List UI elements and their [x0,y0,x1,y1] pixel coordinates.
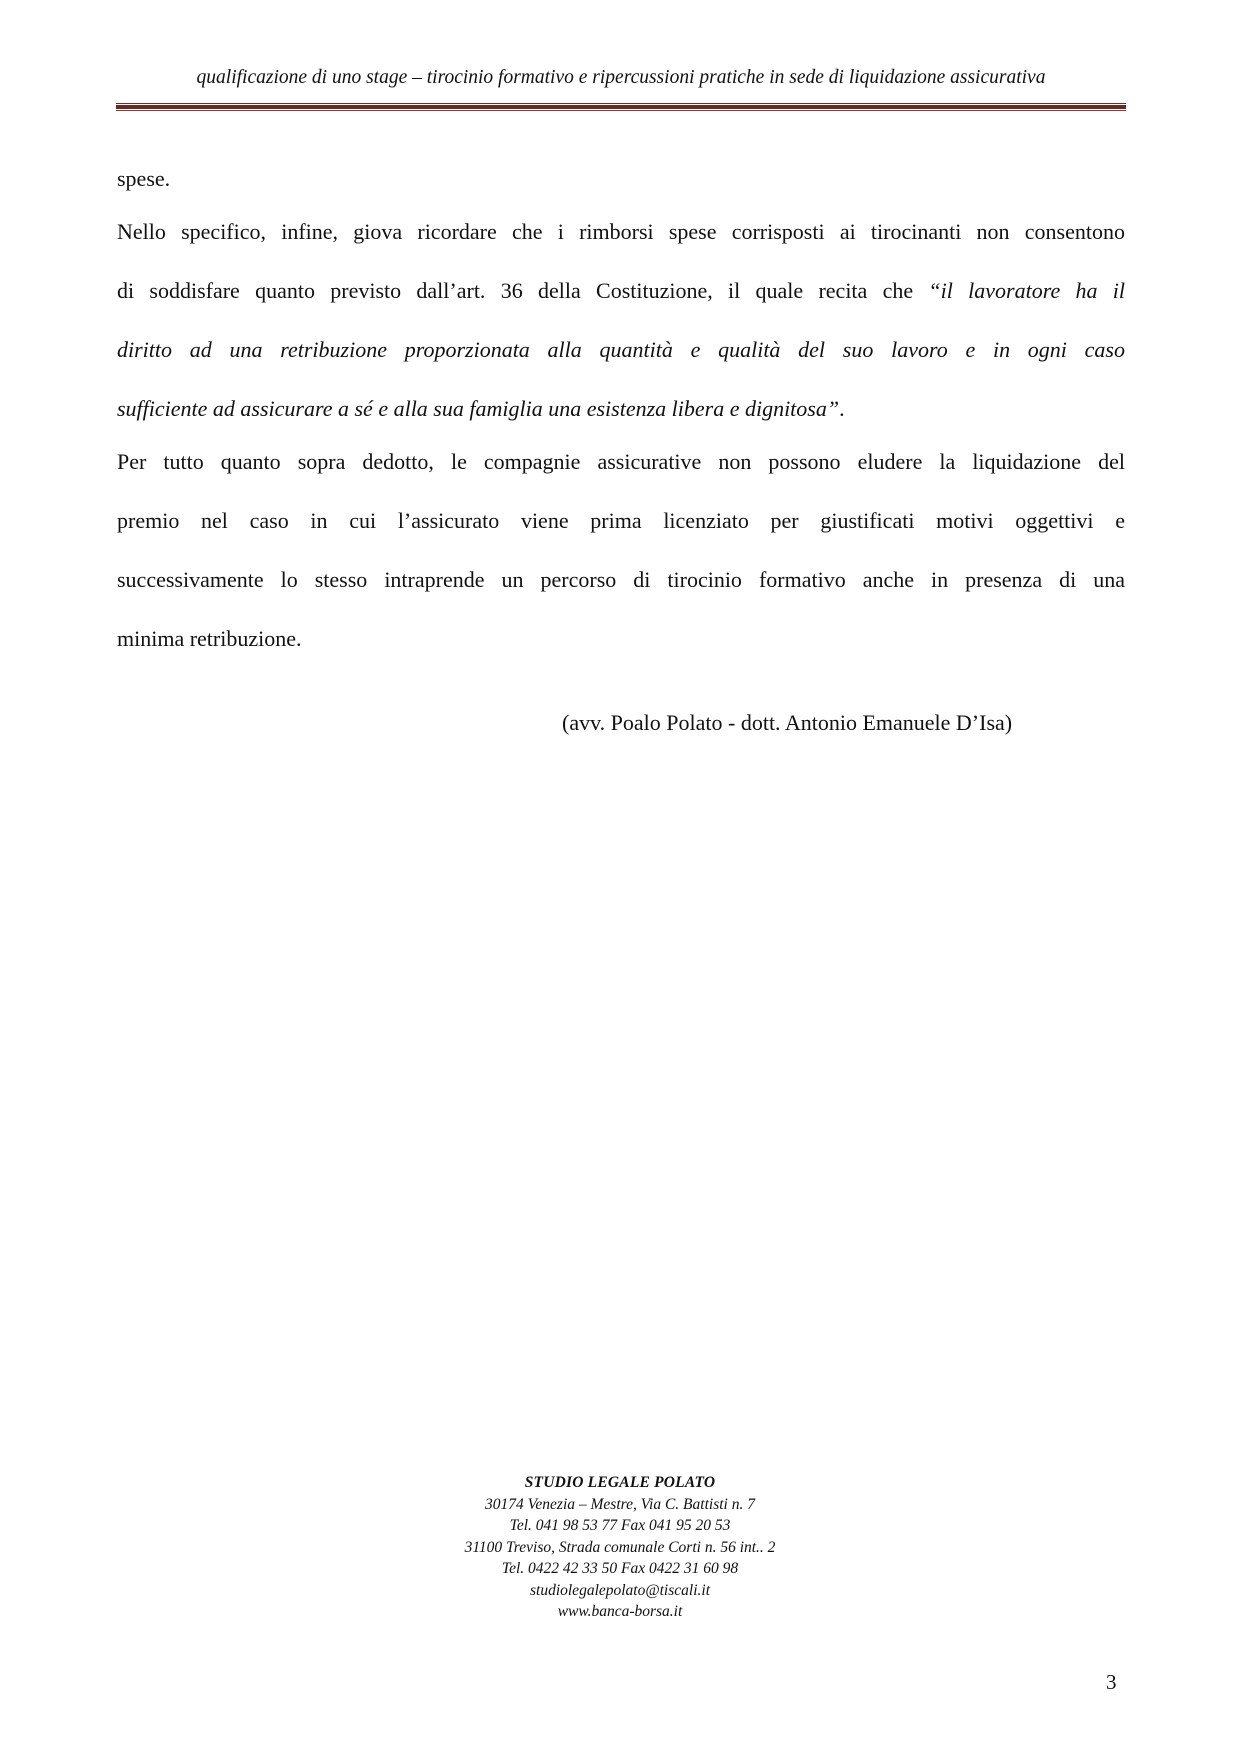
body-text [117,164,1125,683]
page-number: 3 [1106,1670,1117,1694]
footer-firm-name: STUDIO LEGALE POLATO [524,1474,716,1491]
body-line-4: diritto ad una retribuzione proporzionata alla quantità e qualità del suo lavoro e in ogni caso [117,337,1125,362]
constitution-quote-start: “il lavoratore ha il [928,278,1126,303]
footer-phone-venezia: Tel. 041 98 53 77 Fax 041 95 20 53 [509,1517,731,1534]
footer-address-venezia: 30174 Venezia – Mestre, Via C. Battisti n. 7 [485,1495,755,1513]
body-line-3 [117,276,1125,335]
constitution-quote-end: sufficiente ad assicurare a sé e alla sua famiglia una esistenza libera e dignitosa” [117,396,840,421]
body-line-7: premio nel caso in cui l’assicurato viene prima licenziato per giustificati motivi oggettivi e [117,508,1125,533]
body-line-2: Nello specifico, infine, giova ricordare che i rimborsi spese corrisposti ai tirocinanti non consentono [117,219,1125,244]
body-line-1: spese. [117,166,171,191]
footer-email: studiolegalepolato@tiscali.it [529,1581,710,1599]
body-line-5-period: . [839,396,845,421]
author-signature: (avv. Poalo Polato - dott. Antonio Emanuele D’Isa) [562,710,1013,735]
body-line-5 [117,394,1125,447]
footer-website: www.banca-borsa.it [557,1603,683,1620]
body-line-6: Per tutto quanto sopra dedotto, le compagnie assicurative non possono eludere la liquidazione del [117,449,1125,474]
running-header: qualificazione di uno stage – tirocinio formativo e ripercussioni pratiche in sede di liquidazione assicurativa [196,67,1046,88]
footer-phone-treviso: Tel. 0422 42 33 50 Fax 0422 31 60 98 [501,1560,739,1577]
header-rule [116,103,1126,110]
header-rule-thick-line [116,105,1126,109]
page-footer [420,1472,820,1623]
header-rule-top-line [116,103,1126,104]
header-rule-bottom-line [116,110,1126,111]
body-line-3-text: di soddisfare quanto previsto dall’art. 36 della Costituzione, il quale recita che [117,278,914,303]
footer-address-treviso: 31100 Treviso, Strada comunale Corti n. 56 int.. 2 [464,1538,776,1556]
body-line-8: successivamente lo stesso intraprende un percorso di tirocinio formativo anche in presenza di una [117,567,1125,592]
body-line-9: minima retribuzione. [117,626,302,651]
